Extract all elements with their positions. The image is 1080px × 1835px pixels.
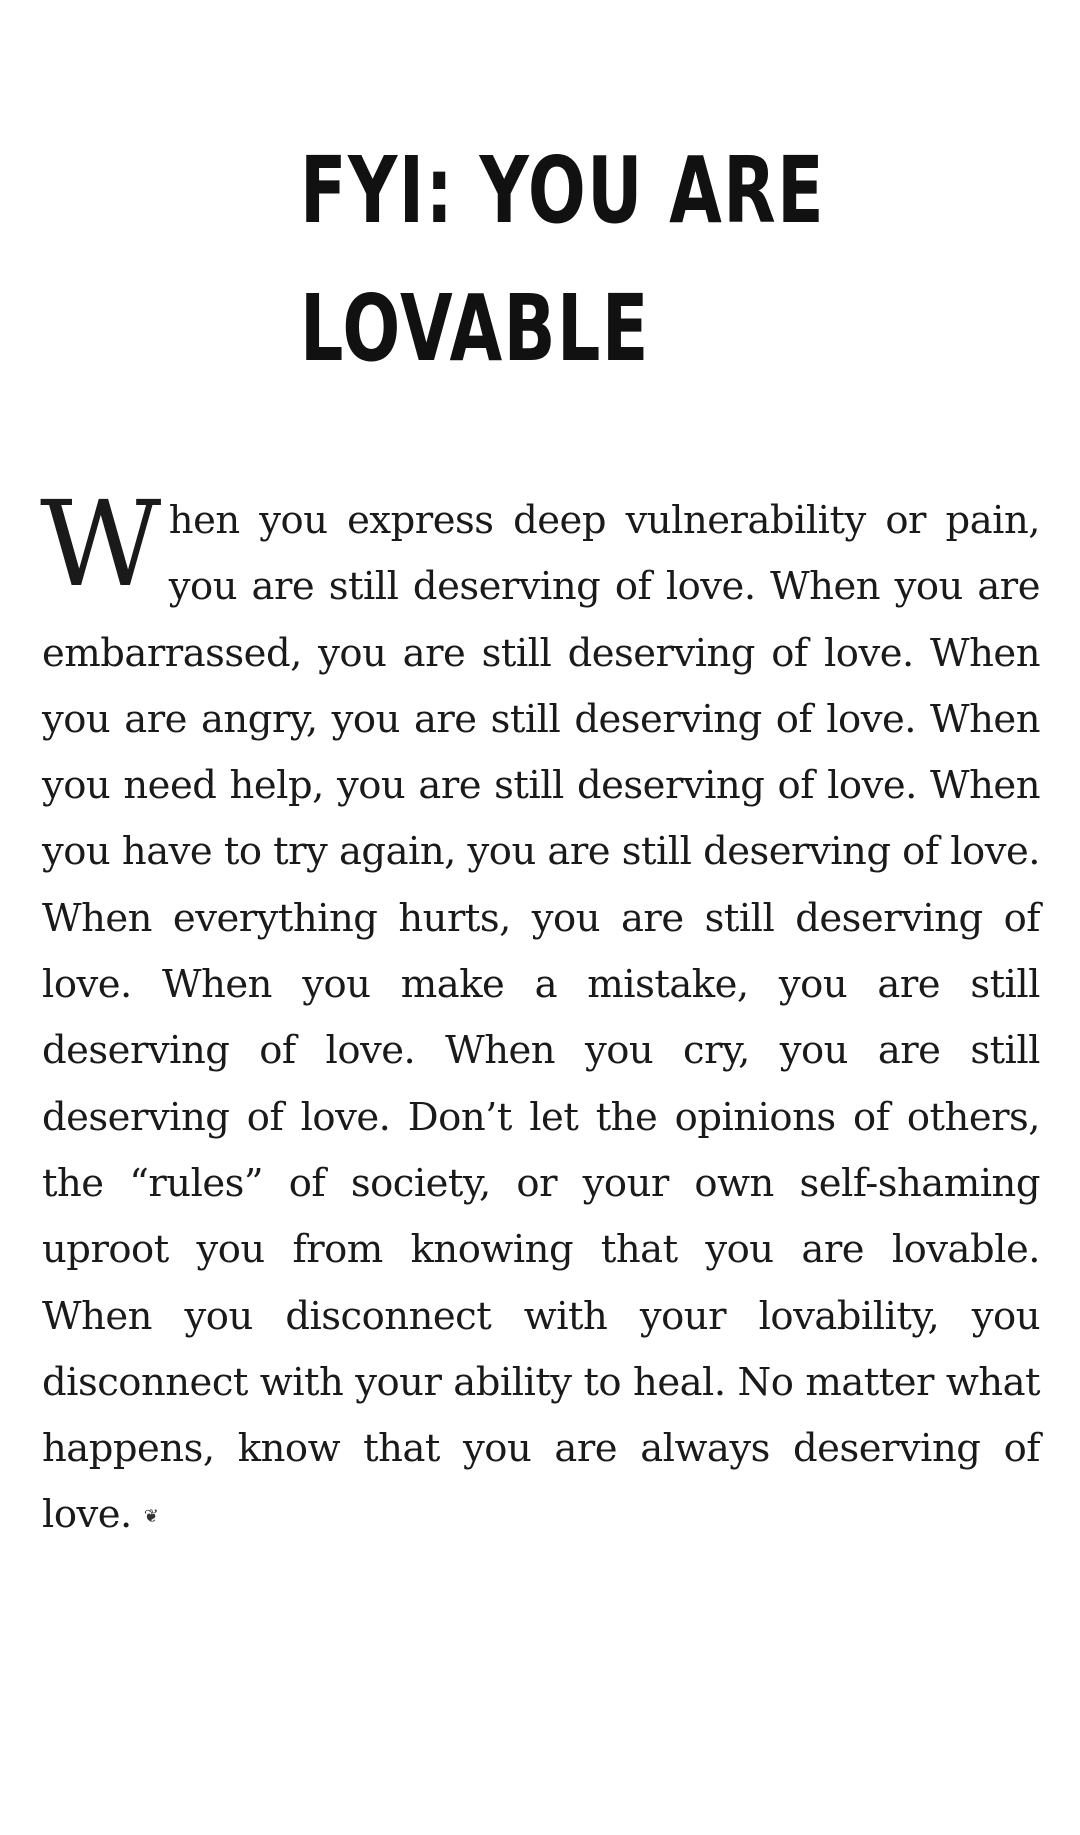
body-paragraph xyxy=(40,475,1040,1551)
page-title xyxy=(300,122,826,398)
title-line-2: LOVABLE xyxy=(300,275,650,382)
title-line-1: FYI: YOU ARE xyxy=(300,137,826,244)
drop-cap: W xyxy=(40,475,161,613)
end-ornament-icon: ❦ xyxy=(143,1506,159,1528)
body-text: hen you express deep vulnerability or pain, you are still deserving of love. When you are embarrassed, you are still deserving of love. When you are angry, you are still deserving of love. When you need help, you are still deserving of love. When you have to try again, you are still deserving of love. When everything hurts, you are still deserving of love. When you make a mistake, you are still deserving of love. When you cry, you are still deserving of love. Don’t let the opinions of others, the “rules” of society, or your own self-shaming uproot you from knowing that you are lovable. When you disconnect with your lovability, you disconnect with your ability to heal. No matter what happens, know that you are always deserving of love. xyxy=(42,498,1040,1538)
